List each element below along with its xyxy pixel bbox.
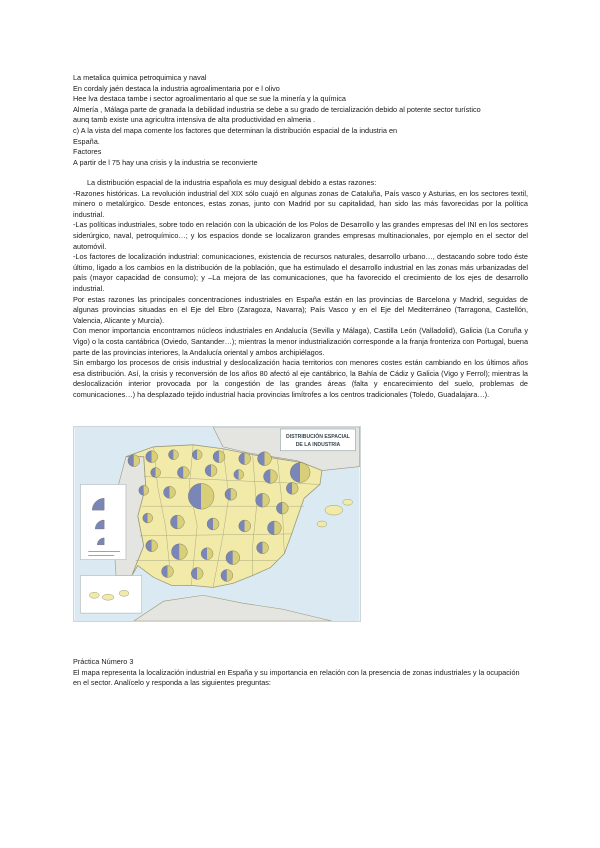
industry-map-image [73, 426, 361, 622]
text-line: La metalica quimica petroquimica y naval [73, 73, 207, 82]
map-canary-inset [80, 575, 141, 613]
analysis-text [73, 178, 528, 400]
text-line: Factores [73, 147, 102, 157]
paragraph: La distribución espacial de la industria española es muy desigual debido a estas razones: [87, 178, 377, 187]
paragraph: Por estas razones las principales concentraciones industriales en España están en las provincias de Barcelona y Madrid, seguidas de algunas provincias situadas en el Eje del Ebro (Zaragoza, Navarra); País Vasco y en el Eje del Mediterráneo (Tarragona, Castellón, Valencia, Alicante y Murcia). [73, 294, 528, 325]
practice-text: El mapa representa la localización industrial en España y su importancia en relación con la presencia de zonas industriales y la ocupación en el sector. Analícelo y responda a las siguientes preguntas: [73, 667, 520, 688]
map-legend [80, 484, 126, 559]
map-title-line1: DISTRIBUCIÓN ESPACIAL [285, 433, 350, 440]
intro-lines [73, 73, 528, 168]
paragraph: -Las políticas industriales, sobre todo en relación con la ubicación de los Polos de Desarrollo y las grandes empresas del INI en los sectores siderúrgico, naval, petroquímico…; y los espacios donde se localizaron grandes empresas multinacionales, por ejemplo en el sector del automóvil. [73, 220, 528, 251]
map-title-line2: DE LA INDUSTRIA [295, 441, 341, 448]
text-line: España. [73, 136, 100, 146]
paragraph: -Razones históricas. La revolución industrial del XIX sólo cuajó en algunas zonas de Cataluña, País vasco y Asturias, en los sectores textil, minero o metalúrgico. Desde entonces, estas zonas, junto con Madrid por su capitalidad, han sido las más favorecidas por la política industrial. [73, 188, 528, 219]
text-line: Almería , Málaga parte de granada la debilidad industria se debe a su grado de tercialización debido al potente sector turístico [73, 104, 481, 114]
text-line: Hee lva destaca tambe i sector agroalimentario al que se sue la minería y la química [73, 94, 346, 104]
text-line: c) A la vista del mapa comente los factores que determinan la distribución espacial de la industria en [73, 125, 398, 135]
text-line: En cordaly jaén destaca la industria agroalimentaria por e l olivo [73, 83, 280, 93]
map-title-box [280, 429, 355, 451]
practice-section [73, 657, 528, 689]
paragraph: -Los factores de localización industrial: comunicaciones, existencia de recursos naturales, desarrollo urbano…, destacando sobre todo éste último, ligado a los cambios en la distribución de la población, que ha estimulado el desarrollo industrial en las zonas más urbanizadas del país (mayor capacidad de consumo); y –La mejora de las comunicaciones, que ha favorecido el crecimiento de los ejes de desarrollo industrial. [73, 252, 528, 293]
text-line: aunq tamb existe una agricultra intensiva de alta productividad en almeria . [73, 115, 316, 125]
text-line: A partir de l 75 hay una crisis y la industria se reconvierte [73, 157, 258, 167]
practice-heading: Práctica Número 3 [73, 657, 134, 666]
paragraph: Con menor importancia encontramos núcleos industriales en Andalucía (Sevilla y Málaga), Castilla León (Valladolid), Galicia (La Coruña y Vigo) o la costa cantábrica (Oviedo, Santander…); mientras la menor industrialización corresponde a la franja fronteriza con Portugal, buena parte de las provincias interiores, la Andalucía oriental y ambos archipiélagos. [73, 326, 528, 357]
paragraph: Sin embargo los procesos de crisis industrial y deslocalización hacia territorios con menores costes están cambiando en los últimos años esa distribución. Así, la crisis y reconversión de los años 80 afectó al eje cantábrico, la Bahía de Cádiz y Galicia (Vigo y Ferrol); mientras la deslocalización interior provocada por la congestión de las grandes áreas (falta y encarecimiento del suelo, problemas de comunicaciones…) ha desplazado tejido industrial hacia provincias limítrofes a los centros tradicionales (Toledo, Guadalajara…). [73, 358, 528, 399]
